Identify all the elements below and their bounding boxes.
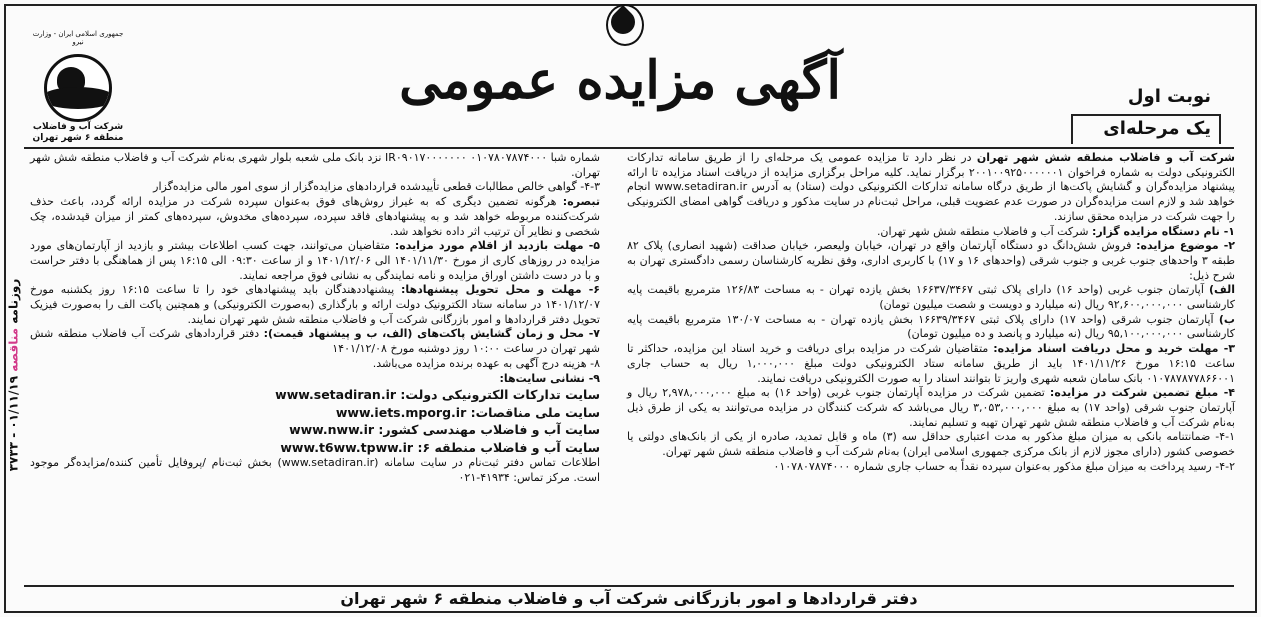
logo-top-text: جمهوری اسلامی ایران - وزارت نیرو <box>32 30 124 46</box>
stage-label: یک مرحله‌ای <box>1071 114 1221 144</box>
site-link[interactable]: www.nww.ir <box>289 422 375 438</box>
paragraph: ۱- نام دستگاه مزایده گزار: شرکت آب و فاضلاب منطقه شش شهر تهران. <box>876 224 1235 238</box>
left-column <box>30 151 600 486</box>
paragraph: ۵- مهلت بازدید از اقلام مورد مزایده: متقاضیان می‌توانند، جهت کسب اطلاعات بیشتر و بازدید از آپارتمان‌های مورد مزایده در روزهای کاری از مورخ ۱۴۰۱/۱۱/۳۰ الی ۱۴۰۱/۱۲/۰۶ و از ساعت ۰۹:۳۰ الی ۱۶:۱۵ پس از هماهنگی با دفتر حراست و با در دست داشتن اوراق مزایده و نامه نمایندگی به نشانی فوق مراجعه نمایند. <box>30 239 600 282</box>
water-drop-icon <box>608 6 638 42</box>
paragraph: ۴- مبلغ تضمین شرکت در مزایده: تضمین شرکت در مزایده آپارتمان جنوب غربی (واحد ۱۶) به مبلغ ۲,۹۷۸,۰۰۰,۰۰۰ ریال و آپارتمان جنوب شرقی (واحد ۱۷) به مبلغ ۳,۰۵۳,۰۰۰,۰۰۰ ریال می‌باشد که شرکت کنندگان در مزایده می‌توانند به یکی از طرق ذیل به‌نام شرکت آب و فاضلاب منطقه شش شهر تهران تهیه و تسلیم نمایند. <box>627 386 1235 429</box>
side-issue: ۰۱/۱۱/۱۹ - ۳۷۳۳ <box>6 375 20 472</box>
paragraph: ۳- مهلت خرید و محل دریافت اسناد مزایده: متقاضیان شرکت در مزایده برای دریافت و خرید اسناد این مزایده، حداکثر تا ساعت ۱۶:۱۵ مورخ ۱۴۰۱/۱۱/۲۶ باید از طریق سامانه ستاد الکترونیکی دولت مبلغ ۱,۰۰۰,۰۰۰ ریال به حساب جاری ۰۱۰۷۸۷۸۷۷۸۶۶۰۰۱ بانک سامان شعبه شهری واریز تا بتوانند اسناد را به صورت الکترونیکی دریافت نمایند. <box>627 342 1235 385</box>
paragraph: ب) آپارتمان جنوب شرقی (واحد ۱۷) دارای پلاک ثبتی ۱۶۶۳۹/۳۴۶۷ بخش یازده تهران - به مساحت ۱۳۰/۰۷ مترمربع باقیمت پایه کارشناسی ۹۵,۱۰۰,۰۰۰,۰۰۰ ریال (نه میلیارد و پانصد و ده میلیون تومان) <box>627 312 1235 341</box>
side-brand: مناقصه <box>6 327 20 372</box>
site-item: سایت آب و فاضلاب مهندسی کشور: www.nww.ir <box>289 422 600 438</box>
paragraph: ۴-۱- ضمانتنامه بانکی به میزان مبلغ مذکور به مدت اعتباری حداقل سه (۳) ماه و قابل تمدید، صادره از یکی از بانک‌های دولتی یا خصوصی کشور (دارای مجوز لازم از بانک مرکزی جمهوری اسلامی ایران) به‌نام شرکت آب و فاضلاب منطقه شش شهر تهران. <box>627 430 1235 459</box>
site-link[interactable]: www.t6ww.tpww.ir <box>280 439 414 455</box>
header-divider <box>24 147 1234 149</box>
site-link[interactable]: www.setadiran.ir <box>275 387 397 403</box>
paragraph: الف) آپارتمان جنوب غربی (واحد ۱۶) دارای پلاک ثبتی ۱۶۶۳۷/۳۴۶۷ بخش یازده تهران - به مساحت ۱۲۶/۸۳ مترمربع باقیمت پایه کارشناسی ۹۲,۶۰۰,۰۰۰,۰۰۰ ریال (نه میلیارد و دویست و شصت میلیون تومان) <box>627 283 1235 312</box>
side-caption <box>2 155 24 595</box>
paragraph: تبصره: هرگونه تضمین دیگری که به غیراز روش‌های فوق به‌عنوان سپرده شرکت در مزایده ارائه گردد، باعث حذف شرکت‌کننده مربوطه خواهد شد و به پیشنهادهای فاقد سپرده، سپرده‌های مخدوش، سپرده‌های کمتر از میزان قیدشده، چک شخصی و نظایر آن ترتیب اثر داده نخواهد شد. <box>30 195 600 238</box>
site-item: سایت ملی مناقصات: www.iets.mporg.ir <box>335 404 600 420</box>
contact-info: اطلاعات تماس دفتر ثبت‌نام در سایت سامانه (www.setadiran.ir) بخش ثبت‌نام /پروفایل تأمین کننده/مزایده‌گر موجود است. مرکز تماس: ۴۱۹۳۴-۰۲۱ <box>30 456 600 484</box>
paragraph: شماره شبا ۰۱۰۷۸۰۷۸۷۴۰۰۰ IR۰۹۰۱۷۰۰۰۰۰۰۰ نزد بانک ملی شعبه بلوار شهری به‌نام شرکت آب و فاضلاب منطقه شش شهر تهران. <box>30 151 601 179</box>
footer-office: دفتر قراردادها و امور بازرگانی شرکت آب و فاضلاب منطقه ۶ شهر تهران <box>24 585 1234 611</box>
paragraph: ۴-۲- رسید پرداخت به میزان مبلغ مذکور به‌عنوان سپرده نقداً به حساب جاری شماره ۰۱۰۷۸۰۷۸۷۴۰۰۰ <box>773 459 1235 473</box>
paragraph: ۶- مهلت و محل تحویل پیشنهادها: پیشنهاددهندگان باید پیشنهادهای خود را تا ساعت ۱۶:۱۵ روز یکشنبه مورخ ۱۴۰۱/۱۲/۰۷ در سامانه ستاد الکترونیک دولت ارائه و بارگذاری (به‌صورت الکترونیکی) و همچنین پاکت الف را به‌صورت فیزیک تحویل دفتر قراردادها و امور بازرگانی شرکت آب و فاضلاب منطقه شش شهر تهران نمایند. <box>30 283 600 326</box>
company-logo <box>28 30 128 143</box>
paragraph: ۲- موضوع مزایده: فروش شش‌دانگ دو دستگاه آپارتمان واقع در تهران، خیابان ولیعصر، خیابان صداقت (شهید انصاری) پلاک ۸۲ طبقه ۳ واحدهای جنوب غربی و جنوب شرقی (واحدهای ۱۶ و ۱۷) با کاربری اداری، وفق نظریه کارشناسان رسمی دادگستری تهران به شرح ذیل: <box>627 239 1235 282</box>
round-label: نوبت اول <box>1127 86 1211 107</box>
site-item: سایت آب و فاضلاب منطقه ۶: www.t6ww.tpww.ir <box>280 439 600 455</box>
paragraph: ۷- محل و زمان گشایش پاکت‌های (الف، ب و پیشنهاد قیمت): دفتر قراردادهای شرکت آب فاضلاب منطقه شش شهر تهران در ساعت ۱۰:۰۰ روز دوشنبه مورخ ۱۴۰۱/۱۲/۰۸ <box>30 327 601 356</box>
water-logo-icon <box>44 54 112 122</box>
site-item: سایت تدارکات الکترونیکی دولت: www.setadiran.ir <box>275 387 600 403</box>
site-link[interactable]: www.iets.mporg.ir <box>335 404 467 420</box>
paragraph: ۸- هزینه درج آگهی به عهده برنده مزایده می‌باشد. <box>372 356 600 370</box>
right-column <box>627 151 1235 474</box>
logo-line1: شرکت آب و فاضلاب <box>32 122 124 132</box>
paragraph: ۹- نشانی سایت‌ها: <box>499 371 600 385</box>
paragraph: ۴-۳- گواهی خالص مطالبات قطعی تأییدشده قراردادهای مزایده‌گزار از سوی امور مالی مزایده‌گزار <box>153 180 600 194</box>
ad-title: آگهی مزایده عمومی <box>399 50 841 111</box>
site-list <box>30 386 600 456</box>
paragraph: شرکت آب و فاضلاب منطقه شش شهر تهران در نظر دارد تا مزایده عمومی یک مرحله‌ای را از طریق سامانه تدارکات الکترونیکی دولت به شماره فراخوان ۲۰۰۱۰۰۹۲۵۰۰۰۰۰۰۱ برگزار نماید. کلیه مراحل برگزاری مزایده از دریافت اسناد مزایده تا ارائه پیشنهاد مزایده‌گران و گشایش پاکت‌ها از طریق درگاه سامانه تدارکات الکترونیکی دولت (ستاد) به آدرس www.setadiran.ir انجام خواهد شد و لازم است مزایده‌گران در صورت عدم عضویت قبلی، مراحل ثبت‌نام در سایت مذکور و دریافت گواهی امضای الکترونیکی را جهت شرکت در مزایده محقق سازند. <box>627 151 1235 223</box>
logo-line2: منطقه ۶ شهر تهران <box>32 133 124 143</box>
side-newspaper: روزنامه <box>6 278 20 324</box>
